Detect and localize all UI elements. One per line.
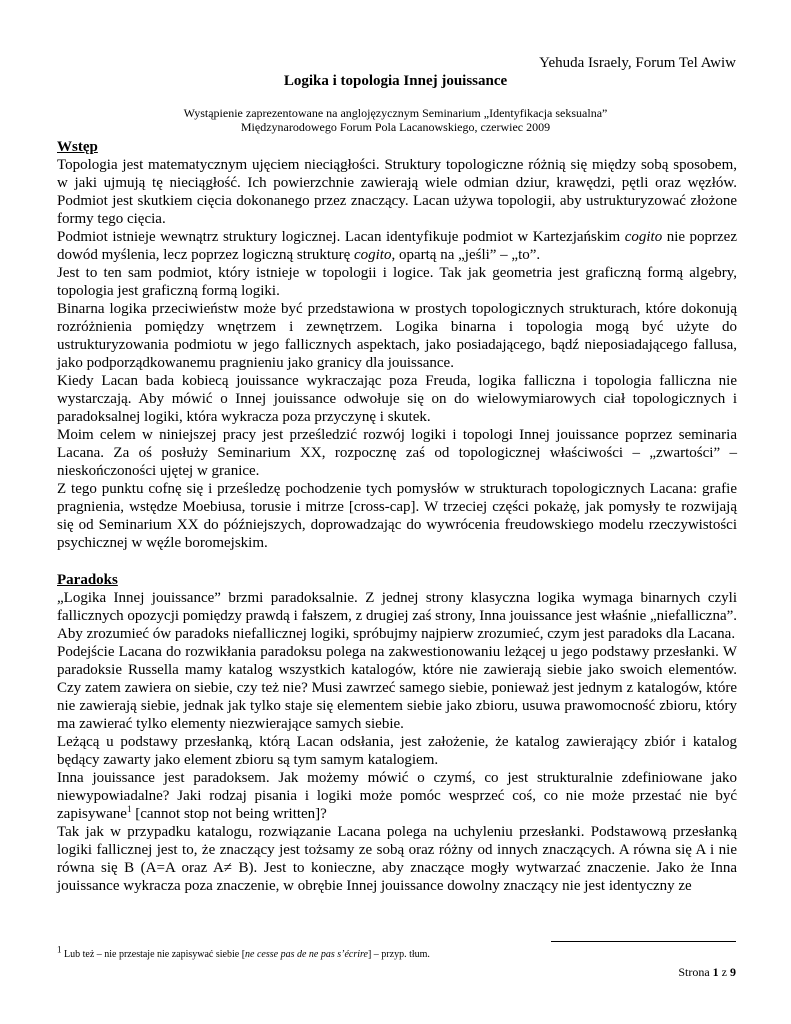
- paragraph: [57, 769, 737, 823]
- page-number-middle: z: [718, 965, 730, 979]
- subtitle-line-2: Międzynarodowego Forum Pola Lacanowskiego, czerwiec 2009: [240, 120, 551, 134]
- footnote-text: ] – przyp. tłum.: [367, 949, 430, 960]
- page-number-prefix: Strona: [678, 965, 713, 979]
- author-line: Yehuda Israely, Forum Tel Awiw: [539, 55, 736, 71]
- footnote-italic: ne cesse pas de ne pas s’écrire: [245, 949, 368, 960]
- section-heading-paradoks: Paradoks: [57, 572, 118, 588]
- text-span: , opartą na „jeśli” – „to”.: [391, 247, 541, 263]
- footnote-reference[interactable]: 1: [126, 804, 132, 814]
- text-span: nie poprzez dowód myślenia, lecz poprzez logiczną strukturę: [57, 229, 737, 263]
- text-span: Podmiot istnieje wewnątrz struktury logicznej. Lacan identyfikuje podmiot w Kartezjańskim: [57, 229, 625, 245]
- paragraph: Binarna logika przeciwieństw może być przedstawiona w prostych topologicznych strukturach, które dokonują rozróżnienia pomiędzy wnętrzem i zewnętrzem. Logika binarna i topologia mogą być użyte do ustrukturyzowania podmiotu w jego fallicznych aspektach, jako posiadającego, bądź nieposiadającego fallusa, jako podporządkowanemu pragnieniu jako granicy dla jouissance.: [57, 301, 737, 371]
- page-number-total: 9: [730, 965, 736, 979]
- document-subtitle: [0, 106, 791, 134]
- section-heading-wstep: Wstęp: [57, 139, 98, 155]
- document-title: Logika i topologia Innej jouissance: [283, 73, 508, 89]
- paragraph: „Logika Innej jouissance” brzmi paradoksalnie. Z jednej strony klasyczna logika wymaga binarnych czyli fallicznych opozycji pomiędzy prawdą i fałszem, z drugiej zaś strony, Inna jouissance jest właśnie „niefalliczna”. Aby zrozumieć ów paradoks niefallicznej logiki, spróbujmy najpierw zrozumieć, czym jest paradoks dla Lacana.: [57, 590, 738, 642]
- paragraph: Z tego punktu cofnę się i prześledzę pochodzenie tych pomysłów w strukturach topologicznych Lacana: grafie pragnienia, wstędze Moebiusa, torusie i mitrze [cross-cap]. W trzeciej części pokażę, jak pomysły te rozwijają się od Seminarium XX do późniejszych, doprowadzając do wywrócenia freudowskiego modelu rzeczywistości psychicznej w węźle boromejskim.: [57, 481, 737, 551]
- italic-term: cogito: [624, 229, 663, 245]
- text-span: Inna jouissance jest paradoksem. Jak możemy mówić o czymś, co jest strukturalnie zdefiniowane jako niewypowiadalne? Jaki rodzaj pisania i logiki może pomóc wesprzeć coś, co nie może przestać nie być zapisywane: [57, 770, 737, 822]
- section-spacer: [57, 552, 737, 571]
- paragraph: [57, 228, 737, 264]
- paragraph: Jest to ten sam podmiot, który istnieje w topologii i logice. Tak jak geometria jest graficzną formą algebry, topologia jest graficzną formą logiki.: [57, 265, 737, 299]
- text-span: [cannot stop not being written]?: [131, 806, 327, 822]
- footnote-separator: [551, 941, 736, 942]
- paragraph: Podejście Lacana do rozwikłania paradoksu polega na zakwestionowaniu leżącej u jego podstawy przesłanki. W paradoksie Russella mamy katalog wszystkich katalogów, które nie zawierają siebie jako swoich elementów. Czy zatem zawiera on siebie, czy też nie? Musi zawrzeć samego siebie, ponieważ jest jednym z katalogów, które nie zawierają siebie, jednak jak tylko staje się elementem siebie jako zbioru, usuwa prawomocność zbioru, który ma zawierać tylko elementy niezwierające samych siebie.: [57, 644, 737, 732]
- paragraph: Kiedy Lacan bada kobiecą jouissance wykraczając poza Freuda, logika falliczna i topologia falliczna nie wystarczają. Aby mówić o Innej jouissance odwołuje się on do wielowymiarowych ciał topologicznych i paradoksalnej logiki, która wykracza poza przyczynę i skutek.: [57, 373, 737, 425]
- footnote-text: Lub też – nie przestaje nie zapisywać siebie [: [61, 949, 246, 960]
- italic-term: cogito: [353, 247, 392, 263]
- paragraph: Tak jak w przypadku katalogu, rozwiązanie Lacana polega na uchyleniu przesłanki. Podstawową przesłanką logiki fallicznej jest to, że znaczący jest tożsamy ze sobą oraz różny od innych znaczących. A równa się A i nie równa się B (A=A oraz A≠ B). Jest to konieczne, aby znaczące mogły wytwarzać znaczenie. Jako że Inna jouissance wykracza poza znaczenie, w obrębie Innej jouissance dowolny znaczący nie jest identyczny ze: [57, 824, 737, 894]
- footnote: [57, 944, 430, 960]
- paragraph: Moim celem w niniejszej pracy jest prześledzić rozwój logiki i topologi Innej jouissance poprzez seminaria Lacana. Za oś posłuży Seminarium XX, rozpocznę zaś od topologicznej właściwości – „zwartości” – nieskończoności ujętej w granice.: [57, 427, 737, 479]
- subtitle-line-1: Wystąpienie zaprezentowane na anglojęzycznym Seminarium „Identyfikacja seksualna”: [183, 106, 608, 120]
- document-body: [57, 138, 737, 895]
- footnote-number: 1: [57, 944, 62, 955]
- page-number-current: 1: [712, 965, 719, 979]
- page-number: [678, 965, 736, 980]
- paragraph: Leżącą u podstawy przesłanką, którą Lacan odsłania, jest założenie, że katalog zawierający zbiór i katalog będący zawarty jako element zbioru są tym samym katalogiem.: [57, 734, 737, 768]
- paragraph: Topologia jest matematycznym ujęciem nieciągłości. Struktury topologiczne różnią się między sobą sposobem, w jaki ujmują tę nieciągłość. Ich powierzchnie zawierają wiele odmian dziur, krawędzi, pętli oraz węzłów. Podmiot jest skutkiem cięcia dokonanego przez znaczący. Lacan używa topologii, aby ustrukturyzować złożone formy tego cięcia.: [57, 157, 737, 227]
